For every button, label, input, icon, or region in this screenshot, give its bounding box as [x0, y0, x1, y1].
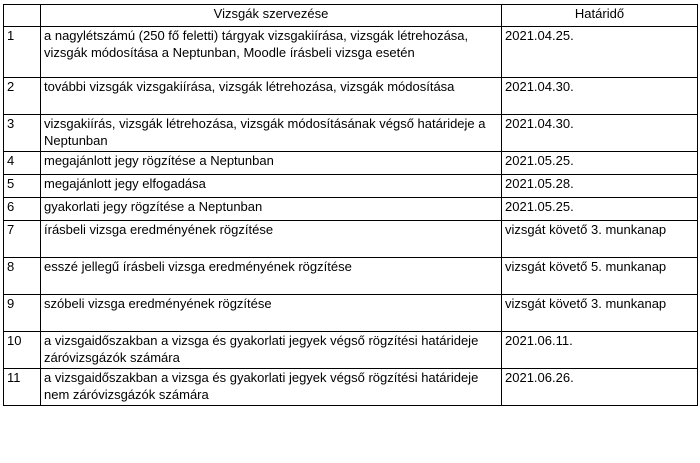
row-task: megajánlott jegy elfogadása: [41, 175, 502, 198]
row-deadline: 2021.04.30.: [502, 115, 698, 152]
row-number: 2: [4, 78, 41, 115]
header-deadline: Határidő: [502, 5, 698, 27]
row-number: 3: [4, 115, 41, 152]
row-deadline: vizsgát követő 3. munkanap: [502, 295, 698, 332]
exam-deadlines-table: [3, 4, 698, 406]
table-row: [4, 332, 698, 369]
row-deadline: 2021.05.28.: [502, 175, 698, 198]
row-task: megajánlott jegy rögzítése a Neptunban: [41, 152, 502, 175]
row-number: 5: [4, 175, 41, 198]
row-deadline: vizsgát követő 5. munkanap: [502, 258, 698, 295]
row-deadline: 2021.06.11.: [502, 332, 698, 369]
table-row: [4, 152, 698, 175]
row-task: a vizsgaidőszakban a vizsga és gyakorlati jegyek végső rögzítési határideje nem záróvizsgázók számára: [41, 369, 502, 406]
row-number: 9: [4, 295, 41, 332]
row-number: 1: [4, 27, 41, 78]
row-task: esszé jellegű írásbeli vizsga eredményének rögzítése: [41, 258, 502, 295]
row-task: további vizsgák vizsgakiírása, vizsgák létrehozása, vizsgák módosítása: [41, 78, 502, 115]
row-deadline: 2021.04.30.: [502, 78, 698, 115]
table-row: [4, 115, 698, 152]
row-task: gyakorlati jegy rögzítése a Neptunban: [41, 198, 502, 221]
row-number: 11: [4, 369, 41, 406]
table-row: [4, 175, 698, 198]
table-row: [4, 78, 698, 115]
row-task: írásbeli vizsga eredményének rögzítése: [41, 221, 502, 258]
row-number: 4: [4, 152, 41, 175]
table-row: [4, 198, 698, 221]
table-row: [4, 295, 698, 332]
row-number: 7: [4, 221, 41, 258]
row-task: a vizsgaidőszakban a vizsga és gyakorlati jegyek végső rögzítési határideje záróvizsgázók számára: [41, 332, 502, 369]
row-deadline: 2021.06.26.: [502, 369, 698, 406]
header-row: [4, 5, 698, 27]
row-task: szóbeli vizsga eredményének rögzítése: [41, 295, 502, 332]
row-deadline: 2021.04.25.: [502, 27, 698, 78]
table-row: [4, 27, 698, 78]
row-task: vizsgakiírás, vizsgák létrehozása, vizsgák módosításának végső határideje a Neptunban: [41, 115, 502, 152]
header-number: [4, 5, 41, 27]
row-number: 6: [4, 198, 41, 221]
table-row: [4, 369, 698, 406]
table-row: [4, 258, 698, 295]
row-deadline: vizsgát követő 3. munkanap: [502, 221, 698, 258]
header-task: Vizsgák szervezése: [41, 5, 502, 27]
row-deadline: 2021.05.25.: [502, 198, 698, 221]
row-number: 8: [4, 258, 41, 295]
row-number: 10: [4, 332, 41, 369]
row-task: a nagylétszámú (250 fő feletti) tárgyak vizsgakiírása, vizsgák létrehozása, vizsgák módosítása a Neptunban, Moodle írásbeli vizsga esetén: [41, 27, 502, 78]
row-deadline: 2021.05.25.: [502, 152, 698, 175]
table-row: [4, 221, 698, 258]
